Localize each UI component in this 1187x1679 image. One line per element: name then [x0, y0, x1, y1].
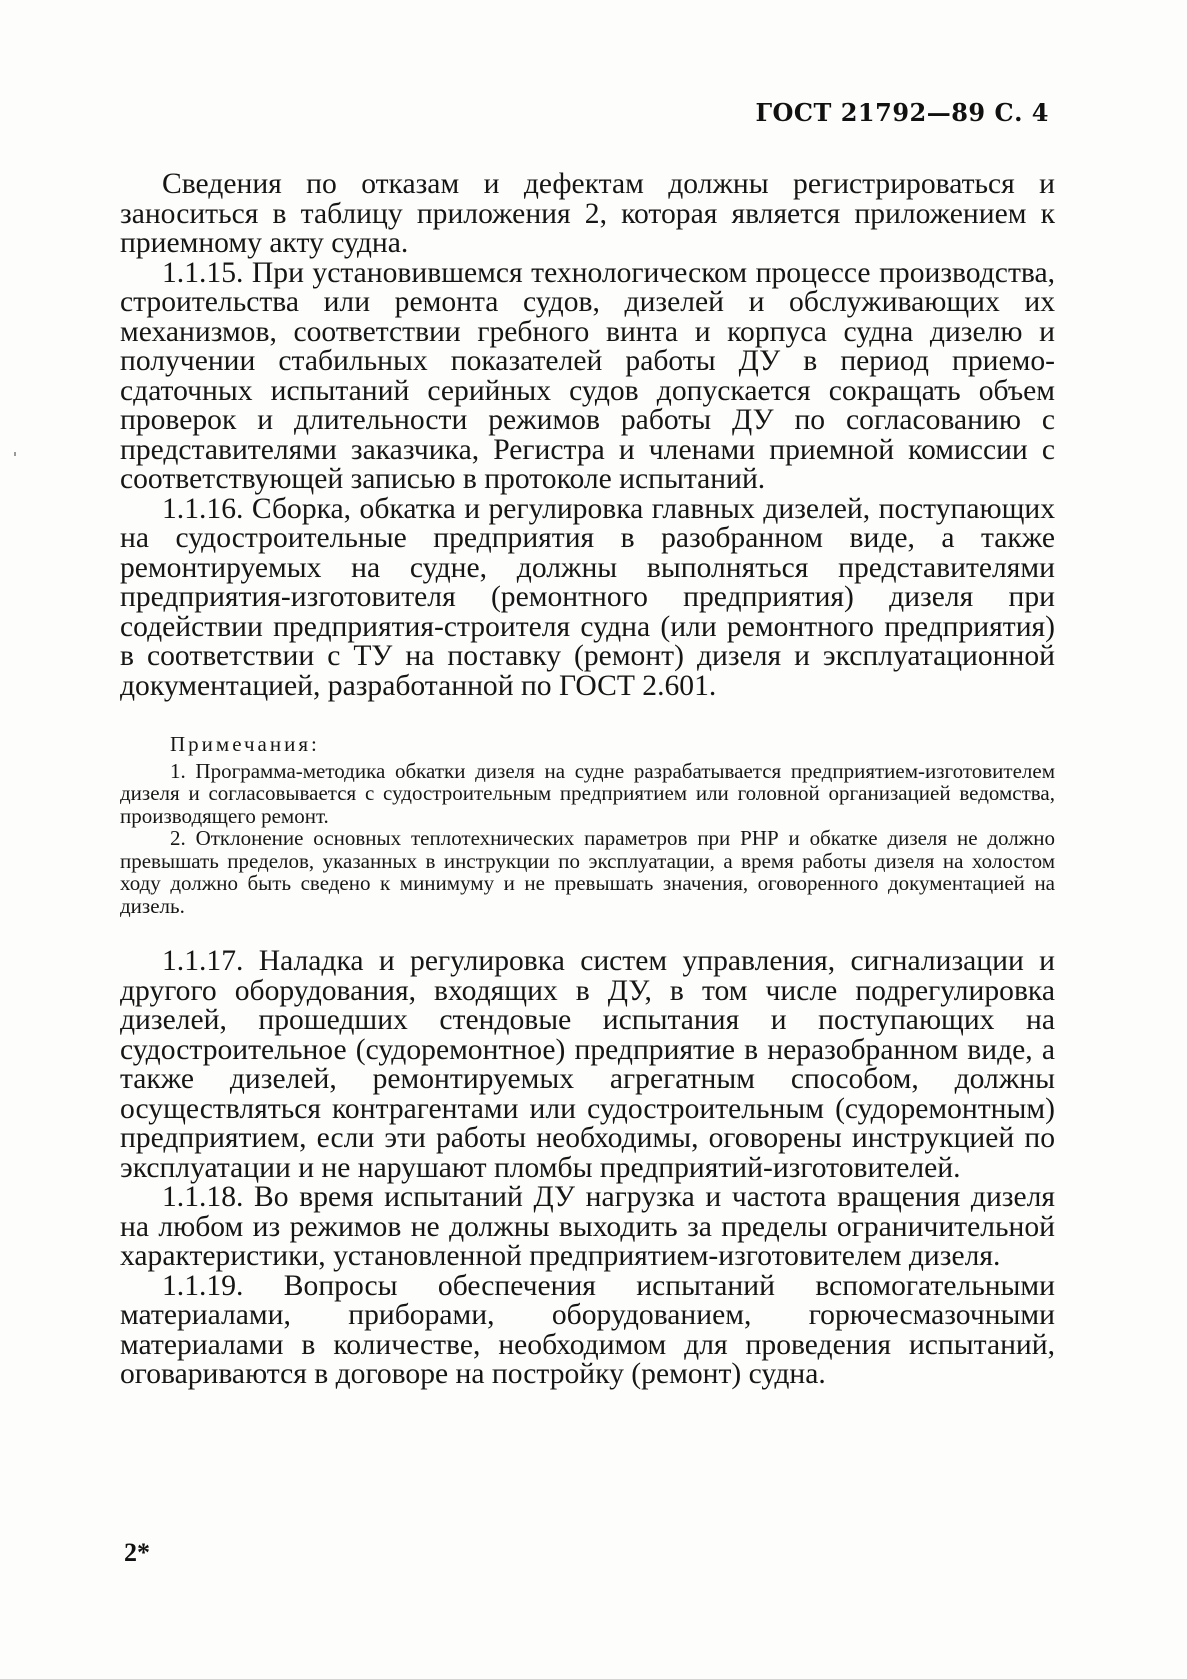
- paragraphs-after-notes: [120, 947, 1055, 1390]
- paragraph-1-1-17: 1.1.17. Наладка и регулировка систем управления, сигнализации и другого оборудования, входящих в ДУ, в том числе подрегулировка дизелей, прошедших стендовые испытания и поступающих на судостроительное (судоремонтное) предприятие в неразобранном виде, а также дизелей, ремонтируемых агрегатным способом, должны осуществляться контрагентами или судостроительным (судоремонтным) предприятием, если эти работы необходимы, оговорены инструкцией по эксплуатации и не нарушают пломбы предприятий-изготовителей.: [120, 945, 1055, 1184]
- note-item-2: 2. Отклонение основных теплотехнических параметров при РНР и обкатке дизеля не должно превышать пределов, указанных в инструкции по эксплуатации, а время работы дизеля на холостом ходу должно быть сведено к минимуму и не превышать значения, оговоренного документацией на дизель.: [120, 826, 1055, 918]
- paragraph-intro: Сведения по отказам и дефектам должны регистрироваться и заноситься в таблицу приложения 2, которая является приложением к приемному акту судна.: [120, 168, 1055, 259]
- notes-title: Примечания:: [170, 732, 320, 756]
- scan-speck: [14, 452, 16, 456]
- document-body: [120, 170, 1055, 1390]
- signature-mark: 2*: [124, 1538, 150, 1567]
- paragraph-1-1-18: 1.1.18. Во время испытаний ДУ нагрузка и частота вращения дизеля на любом из режимов не должны выходить за пределы ограничительной характеристики, установленной предприятием-изготовителем дизеля.: [120, 1181, 1055, 1272]
- page-header: ГОСТ 21792—89 С. 4: [755, 98, 1049, 127]
- paragraph-1-1-15: 1.1.15. При установившемся технологическом процессе производства, строительства или ремонта судов, дизелей и обслуживающих их механизмов, соответствии гребного винта и корпуса судна дизелю и получении стабильных показателей работы ДУ в период приемо-сдаточных испытаний серийных судов допускается сокращать объем проверок и длительности режимов работы ДУ по согласованию с представителями заказчика, Регистра и членами приемной комиссии с соответствующей записью в протоколе испытаний.: [120, 256, 1055, 495]
- notes-block: [120, 733, 1055, 917]
- note-item-1: 1. Программа-методика обкатки дизеля на судне разрабатывается предприятием-изготовителем дизеля и согласовывается с судостроительным предприятием или головной организацией ведомства, производящего ремонт.: [120, 758, 1055, 828]
- paragraph-1-1-19: 1.1.19. Вопросы обеспечения испытаний вспомогательными материалами, приборами, оборудованием, горючесмазочными материалами в количестве, необходимом для проведения испытаний, оговариваются в договоре на постройку (ремонт) судна.: [120, 1269, 1055, 1390]
- paragraph-1-1-16: 1.1.16. Сборка, обкатка и регулировка главных дизелей, поступающих на судостроительные предприятия в разобранном виде, а также ремонтируемых на судне, должны выполняться представителями предприятия-изготовителя (ремонтного предприятия) дизеля при содействии предприятия-строителя судна (или ремонтного предприятия) в соответствии с ТУ на поставку (ремонт) дизеля и эксплуатационной документацией, разработанной по ГОСТ 2.601.: [120, 492, 1055, 702]
